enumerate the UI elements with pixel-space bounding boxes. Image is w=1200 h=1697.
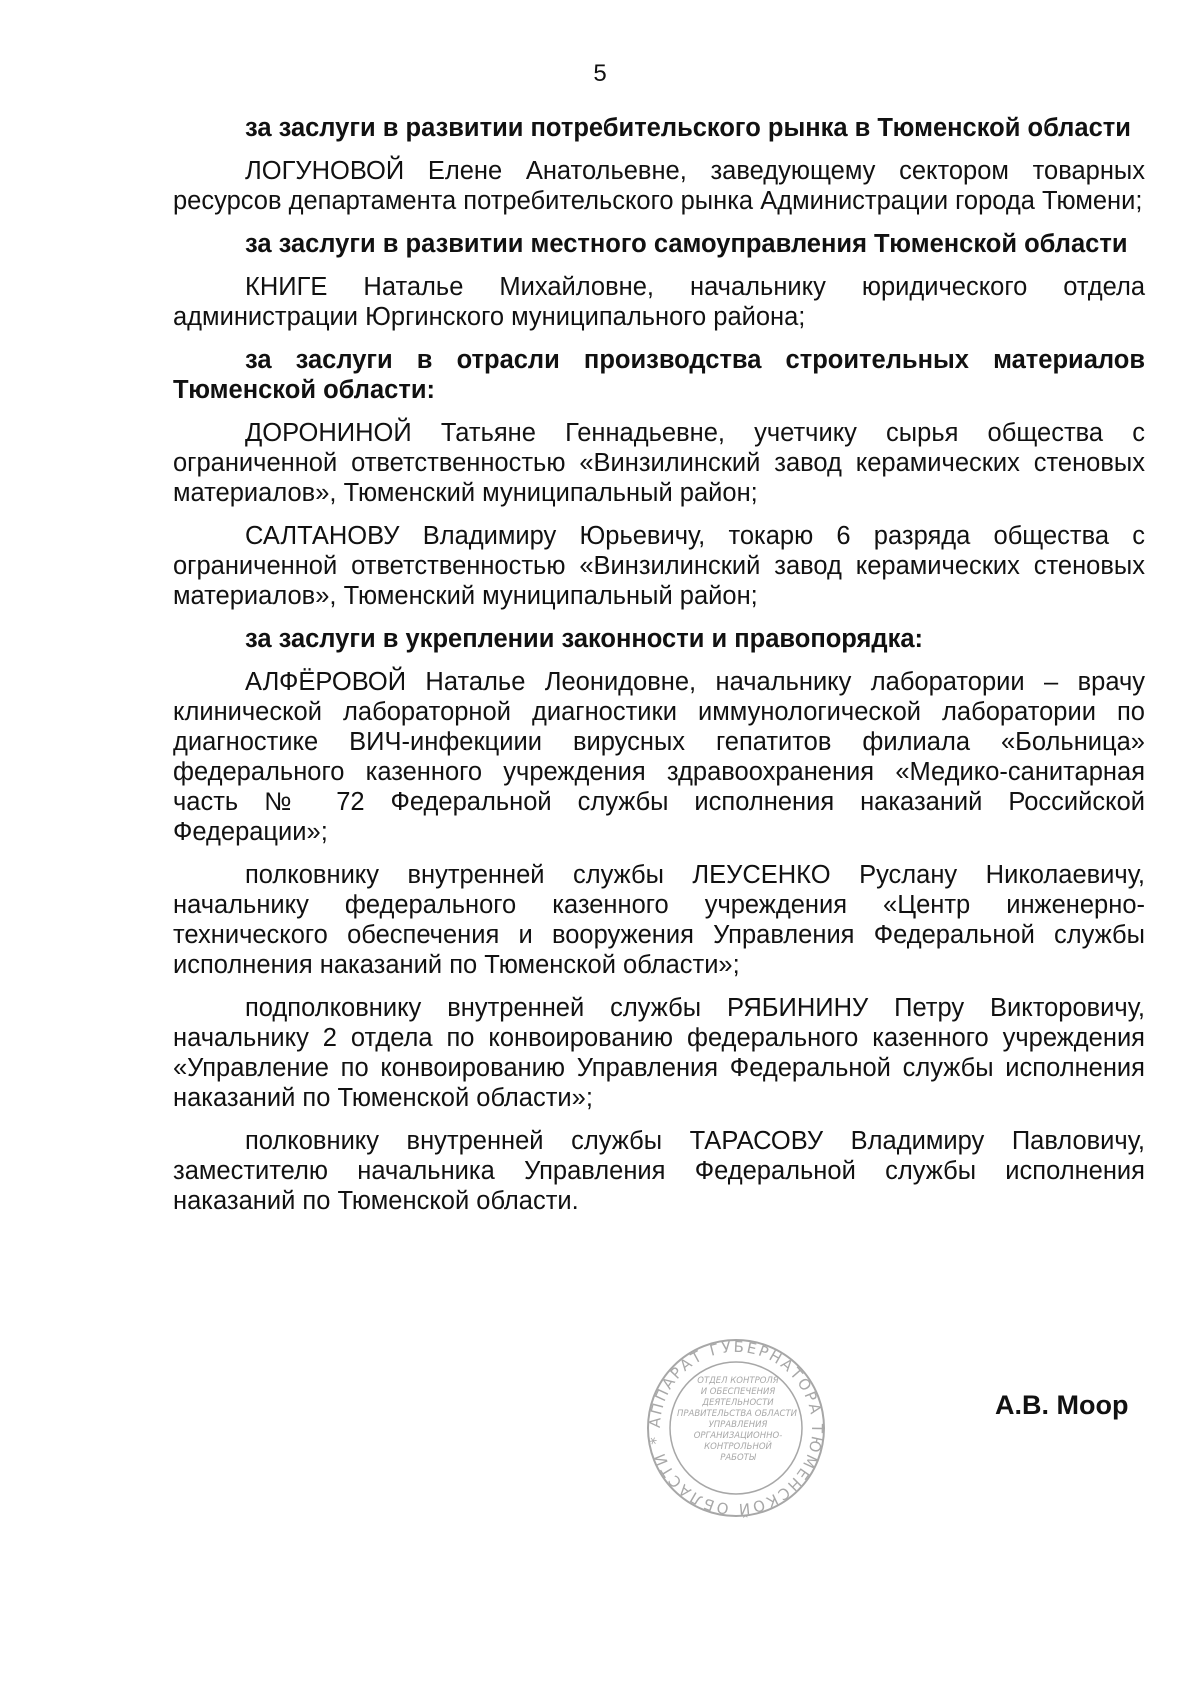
signature-name: А.В. Моор <box>995 1390 1129 1420</box>
stamp-inner-line: ОРГАНИЗАЦИОННО- <box>693 1431 783 1441</box>
award-paragraph: КНИГЕ Наталье Михайловне, начальнику юридического отдела администрации Юргинского муниципального района; <box>173 273 1145 331</box>
award-paragraph: полковнику внутренней службы ЛЕУСЕНКО Руслану Николаевичу, начальнику федерального казенного учреждения «Центр инженерно-технического обеспечения и вооружения Управления Федеральной службы исполнения наказаний по Тюменской области»; <box>173 861 1145 979</box>
stamp-inner-line: ПРАВИТЕЛЬСТВА ОБЛАСТИ <box>677 1409 797 1419</box>
official-stamp <box>645 1337 827 1519</box>
stamp-inner-line: ДЕЯТЕЛЬНОСТИ <box>702 1398 774 1408</box>
stamp-inner-line: И ОБЕСПЕЧЕНИЯ <box>700 1387 776 1397</box>
award-paragraph: САЛТАНОВУ Владимиру Юрьевичу, токарю 6 разряда общества с ограниченной ответственностью «Винзилинский завод керамических стеновых материалов», Тюменский муниципальный район; <box>173 522 1145 610</box>
page-number: 5 <box>593 60 607 87</box>
section-heading: за заслуги в отрасли производства строительных материалов Тюменской области: <box>173 346 1145 404</box>
section-heading: за заслуги в развитии потребительского рынка в Тюменской области <box>245 114 1131 142</box>
award-paragraph: ЛОГУНОВОЙ Елене Анатольевне, заведующему сектором товарных ресурсов департамента потребительского рынка Администрации города Тюмени; <box>173 157 1145 215</box>
award-paragraph: ДОРОНИНОЙ Татьяне Геннадьевне, учетчику сырья общества с ограниченной ответственностью «Винзилинский завод керамических стеновых материалов», Тюменский муниципальный район; <box>173 419 1145 507</box>
stamp-inner-line: УПРАВЛЕНИЯ <box>708 1420 768 1430</box>
stamp-inner-line: РАБОТЫ <box>720 1453 756 1463</box>
award-paragraph: подполковнику внутренней службы РЯБИНИНУ Петру Викторовичу, начальнику 2 отдела по конвоированию федерального казенного учреждения «Управление по конвоированию Управления Федеральной службы исполнения наказаний по Тюменской области»; <box>173 994 1145 1112</box>
stamp-outer-text: АППАРАТ ГУБЕРНАТОРА ТЮМЕНСКОЙ ОБЛАСТИ * <box>645 1337 827 1519</box>
section-heading: за заслуги в развитии местного самоуправления Тюменской области <box>245 230 1128 258</box>
award-paragraph: АЛФЁРОВОЙ Наталье Леонидовне, начальнику лаборатории – врачу клинической лабораторной диагностики иммунологической лаборатории по диагностике ВИЧ-инфекциии вирусных гепатитов филиала «Больница» федерального казенного учреждения здравоохранения «Медико-санитарная часть № 72 Федеральной службы исполнения наказаний Российской Федерации»; <box>173 668 1145 846</box>
stamp-inner-line: КОНТРОЛЬНОЙ <box>704 1442 772 1452</box>
section-heading: за заслуги в укреплении законности и правопорядка: <box>245 625 924 653</box>
stamp-inner-line: ОТДЕЛ КОНТРОЛЯ <box>697 1376 779 1386</box>
document-body <box>173 113 1145 1229</box>
award-paragraph: полковнику внутренней службы ТАРАСОВУ Владимиру Павловичу, заместителю начальника Управления Федеральной службы исполнения наказаний по Тюменской области. <box>173 1127 1145 1215</box>
